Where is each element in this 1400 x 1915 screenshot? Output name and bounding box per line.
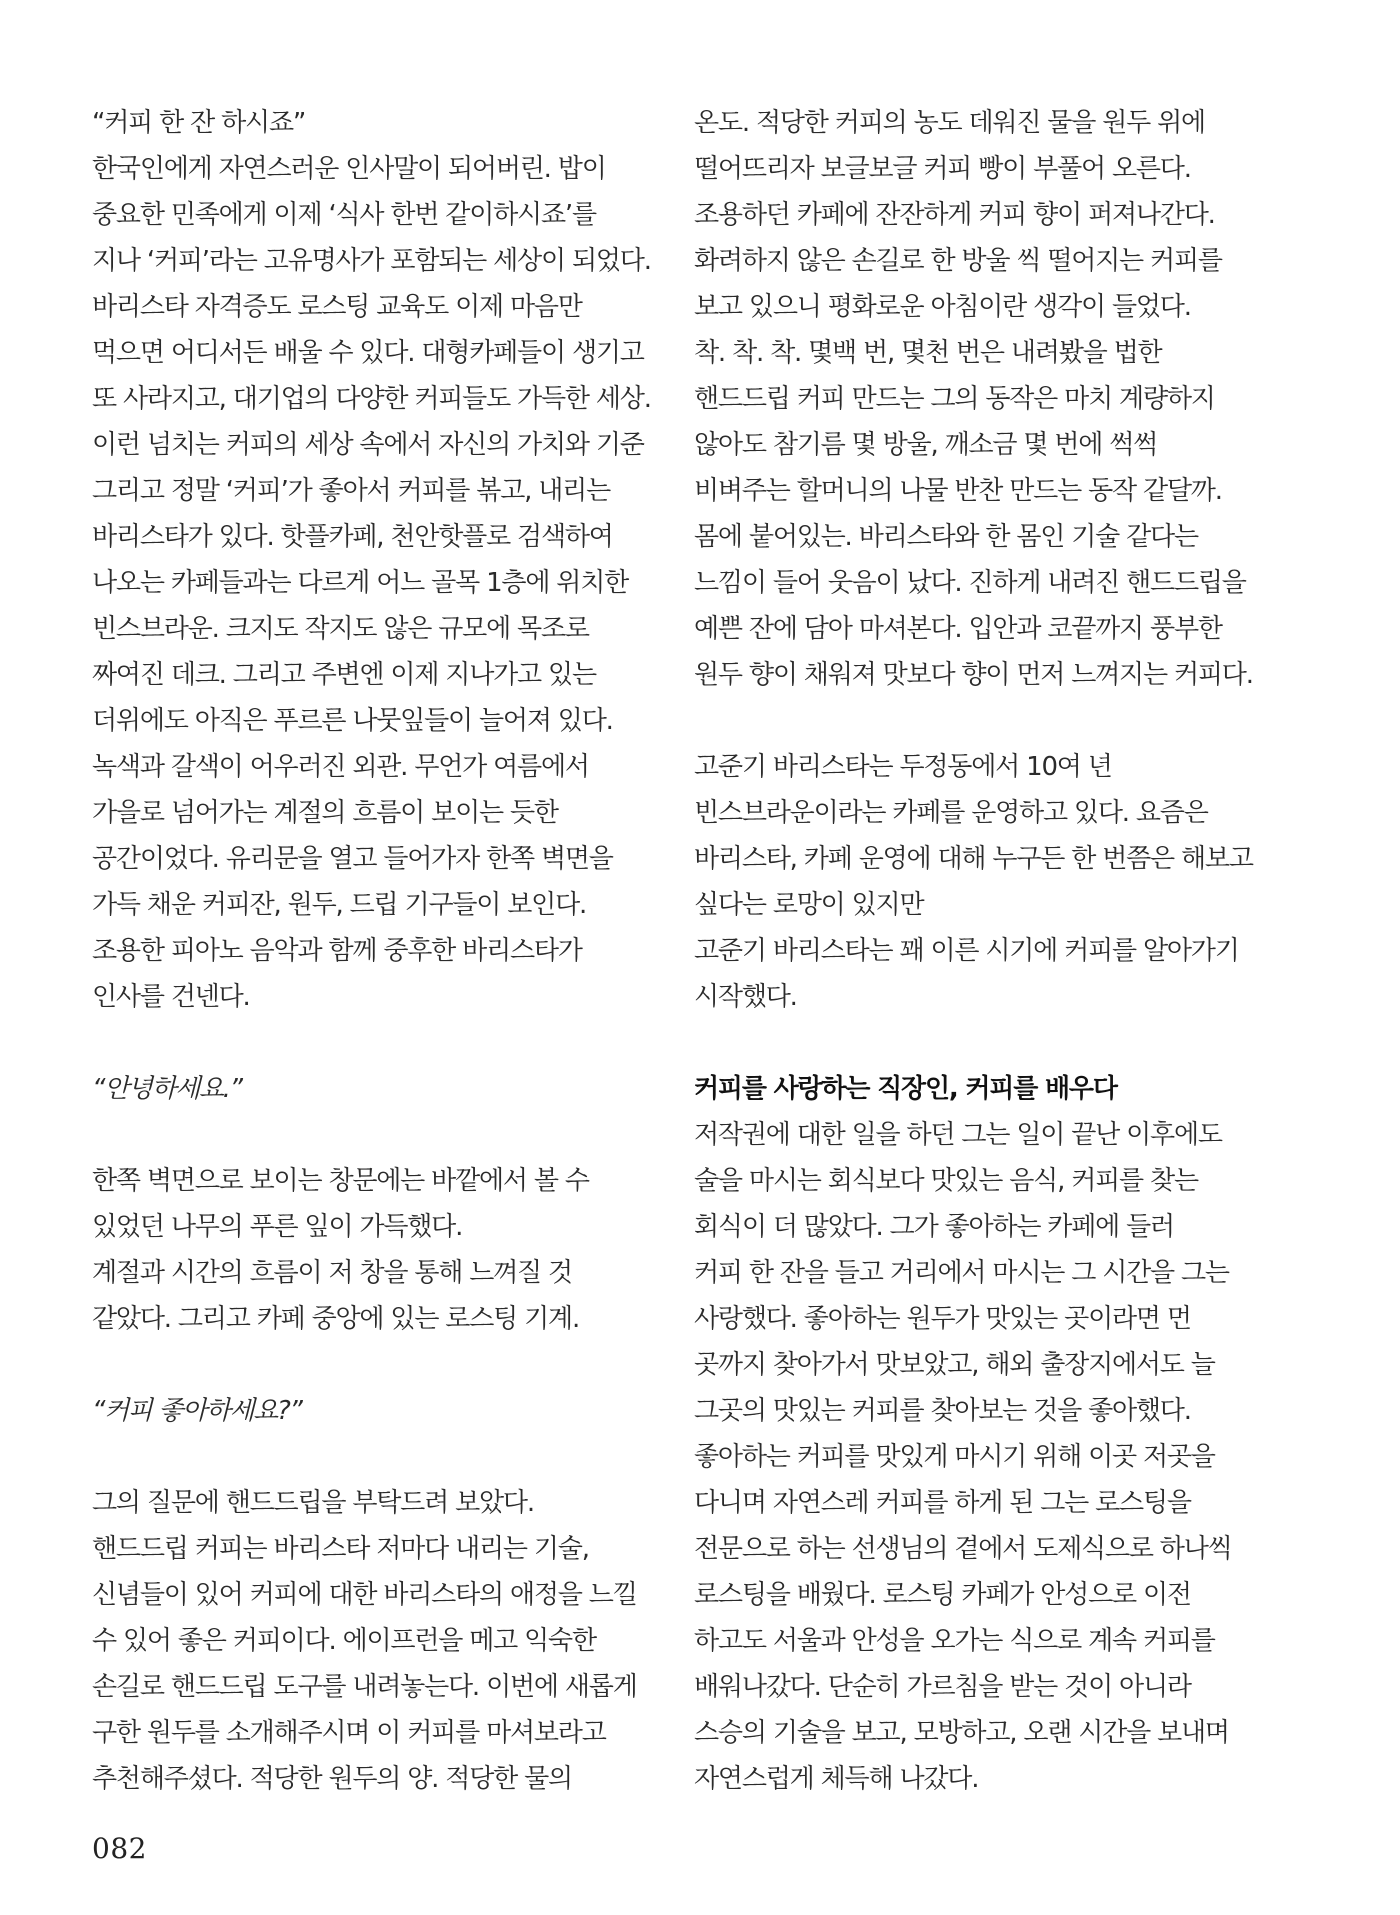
page-number: 082: [92, 1832, 147, 1865]
text-line: 빈스브라운이라는 카페를 운영하고 있다. 요즘은: [694, 798, 1208, 828]
text-line: 또 사라지고, 대기업의 다양한 커피들도 가득한 세상.: [92, 384, 651, 414]
text-line: 예쁜 잔에 담아 마셔본다. 입안과 코끝까지 풍부한: [694, 614, 1222, 644]
text-line: 로스팅을 배웠다. 로스팅 카페가 안성으로 이전: [694, 1580, 1191, 1610]
text-line: 한쪽 벽면으로 보이는 창문에는 바깥에서 볼 수: [92, 1166, 589, 1196]
text-line: 그의 질문에 핸드드립을 부탁드려 보았다.: [92, 1488, 534, 1518]
text-line: 가을로 넘어가는 계절의 흐름이 보이는 듯한: [92, 798, 558, 828]
text-line: 느낌이 들어 웃음이 났다. 진하게 내려진 핸드드립을: [694, 568, 1246, 598]
text-line: 자연스럽게 체득해 나갔다.: [694, 1764, 979, 1794]
text-line: 손길로 핸드드립 도구를 내려놓는다. 이번에 새롭게: [92, 1672, 637, 1702]
text-line: 바리스타, 카페 운영에 대해 누구든 한 번쯤은 해보고: [694, 844, 1253, 874]
text-line: 않아도 참기름 몇 방울, 깨소금 몇 번에 썩썩: [694, 430, 1158, 460]
text-line: 원두 향이 채워져 맛보다 향이 먼저 느껴지는 커피다.: [694, 660, 1253, 690]
text-line: 신념들이 있어 커피에 대한 바리스타의 애정을 느낄: [92, 1580, 637, 1610]
text-line: 계절과 시간의 흐름이 저 창을 통해 느껴질 것: [92, 1258, 572, 1288]
section-heading: 커피를 사랑하는 직장인, 커피를 배우다: [694, 1074, 1117, 1104]
text-line: 지나 ‘커피’라는 고유명사가 포함되는 세상이 되었다.: [92, 246, 651, 276]
right-column: [694, 100, 1253, 1802]
text-line: 구한 원두를 소개해주시며 이 커피를 마셔보라고: [92, 1718, 606, 1748]
text-line: 더위에도 아직은 푸르른 나뭇잎들이 늘어져 있다.: [92, 706, 613, 736]
paragraph-spacer: [92, 1434, 632, 1480]
text-line: 몸에 붙어있는. 바리스타와 한 몸인 기술 같다는: [694, 522, 1198, 552]
text-line: 빈스브라운. 크지도 작지도 않은 규모에 목조로: [92, 614, 589, 644]
text-line: 비벼주는 할머니의 나물 반찬 만드는 동작 같달까.: [694, 476, 1222, 506]
text-line: 배워나갔다. 단순히 가르침을 받는 것이 아니라: [694, 1672, 1191, 1702]
text-line: 녹색과 갈색이 어우러진 외관. 무언가 여름에서: [92, 752, 589, 782]
paragraph-spacer: [694, 698, 1234, 744]
text-line: 한국인에게 자연스러운 인사말이 되어버린. 밥이: [92, 154, 606, 184]
text-line: 커피 한 잔을 들고 거리에서 마시는 그 시간을 그는: [694, 1258, 1229, 1288]
text-line: 스승의 기술을 보고, 모방하고, 오랜 시간을 보내며: [694, 1718, 1229, 1748]
text-line: 하고도 서울과 안성을 오가는 식으로 계속 커피를: [694, 1626, 1215, 1656]
text-line: 추천해주셨다. 적당한 원두의 양. 적당한 물의: [92, 1764, 572, 1794]
text-line: 이런 넘치는 커피의 세상 속에서 자신의 가치와 기준: [92, 430, 644, 460]
text-line: 좋아하는 커피를 맛있게 마시기 위해 이곳 저곳을: [694, 1442, 1215, 1472]
text-line: 곳까지 찾아가서 맛보았고, 해외 출장지에서도 늘: [694, 1350, 1215, 1380]
text-line: 공간이었다. 유리문을 열고 들어가자 한쪽 벽면을: [92, 844, 613, 874]
paragraph-spacer: [694, 1020, 1234, 1066]
text-line: 인사를 건넨다.: [92, 982, 250, 1012]
text-line: 고준기 바리스타는 꽤 이른 시기에 커피를 알아가기: [694, 936, 1239, 966]
text-line: 바리스타가 있다. 핫플카페, 천안핫플로 검색하여: [92, 522, 613, 552]
text-line: 같았다. 그리고 카페 중앙에 있는 로스팅 기계.: [92, 1304, 580, 1334]
text-line: 화려하지 않은 손길로 한 방울 씩 떨어지는 커피를: [694, 246, 1222, 276]
text-line: 다니며 자연스레 커피를 하게 된 그는 로스팅을: [694, 1488, 1191, 1518]
text-line: 조용하던 카페에 잔잔하게 커피 향이 퍼져나간다.: [694, 200, 1215, 230]
text-line: 먹으면 어디서든 배울 수 있다. 대형카페들이 생기고: [92, 338, 644, 368]
text-line: 가득 채운 커피잔, 원두, 드립 기구들이 보인다.: [92, 890, 587, 920]
text-line: 핸드드립 커피는 바리스타 저마다 내리는 기술,: [92, 1534, 589, 1564]
text-line: 술을 마시는 회식보다 맛있는 음식, 커피를 찾는: [694, 1166, 1198, 1196]
dialogue-quote: “커피 좋아하세요?”: [92, 1396, 302, 1426]
text-line: 그곳의 맛있는 커피를 찾아보는 것을 좋아했다.: [694, 1396, 1191, 1426]
text-line: 나오는 카페들과는 다르게 어느 골목 1층에 위치한: [92, 568, 629, 598]
text-line: 있었던 나무의 푸른 잎이 가득했다.: [92, 1212, 463, 1242]
text-line: 중요한 민족에게 이제 ‘식사 한번 같이하시죠’를: [92, 200, 596, 230]
text-line: 바리스타 자격증도 로스팅 교육도 이제 마음만: [92, 292, 582, 322]
text-line: 고준기 바리스타는 두정동에서 10여 년: [694, 752, 1112, 782]
text-line: 핸드드립 커피 만드는 그의 동작은 마치 계량하지: [694, 384, 1215, 414]
text-line: 수 있어 좋은 커피이다. 에이프런을 메고 익숙한: [92, 1626, 596, 1656]
text-line: 사랑했다. 좋아하는 원두가 맛있는 곳이라면 먼: [694, 1304, 1191, 1334]
dialogue-quote: “안녕하세요.”: [92, 1074, 242, 1104]
text-line: 짜여진 데크. 그리고 주변엔 이제 지나가고 있는: [92, 660, 596, 690]
paragraph-spacer: [92, 1342, 632, 1388]
text-line: “커피 한 잔 하시죠”: [92, 108, 306, 138]
text-line: 떨어뜨리자 보글보글 커피 빵이 부풀어 오른다.: [694, 154, 1191, 184]
text-line: 싶다는 로망이 있지만: [694, 890, 924, 920]
paragraph-spacer: [92, 1112, 632, 1158]
text-line: 착. 착. 착. 몇백 번, 몇천 번은 내려봤을 법한: [694, 338, 1162, 368]
text-line: 시작했다.: [694, 982, 797, 1012]
text-line: 회식이 더 많았다. 그가 좋아하는 카페에 들러: [694, 1212, 1174, 1242]
text-line: 보고 있으니 평화로운 아침이란 생각이 들었다.: [694, 292, 1191, 322]
text-line: 온도. 적당한 커피의 농도 데워진 물을 원두 위에: [694, 108, 1205, 138]
text-line: 조용한 피아노 음악과 함께 중후한 바리스타가: [92, 936, 582, 966]
left-column: [92, 100, 651, 1802]
text-line: 그리고 정말 ‘커피’가 좋아서 커피를 볶고, 내리는: [92, 476, 610, 506]
text-line: 저작권에 대한 일을 하던 그는 일이 끝난 이후에도: [694, 1120, 1222, 1150]
text-line: 전문으로 하는 선생님의 곁에서 도제식으로 하나씩: [694, 1534, 1232, 1564]
paragraph-spacer: [92, 1020, 632, 1066]
